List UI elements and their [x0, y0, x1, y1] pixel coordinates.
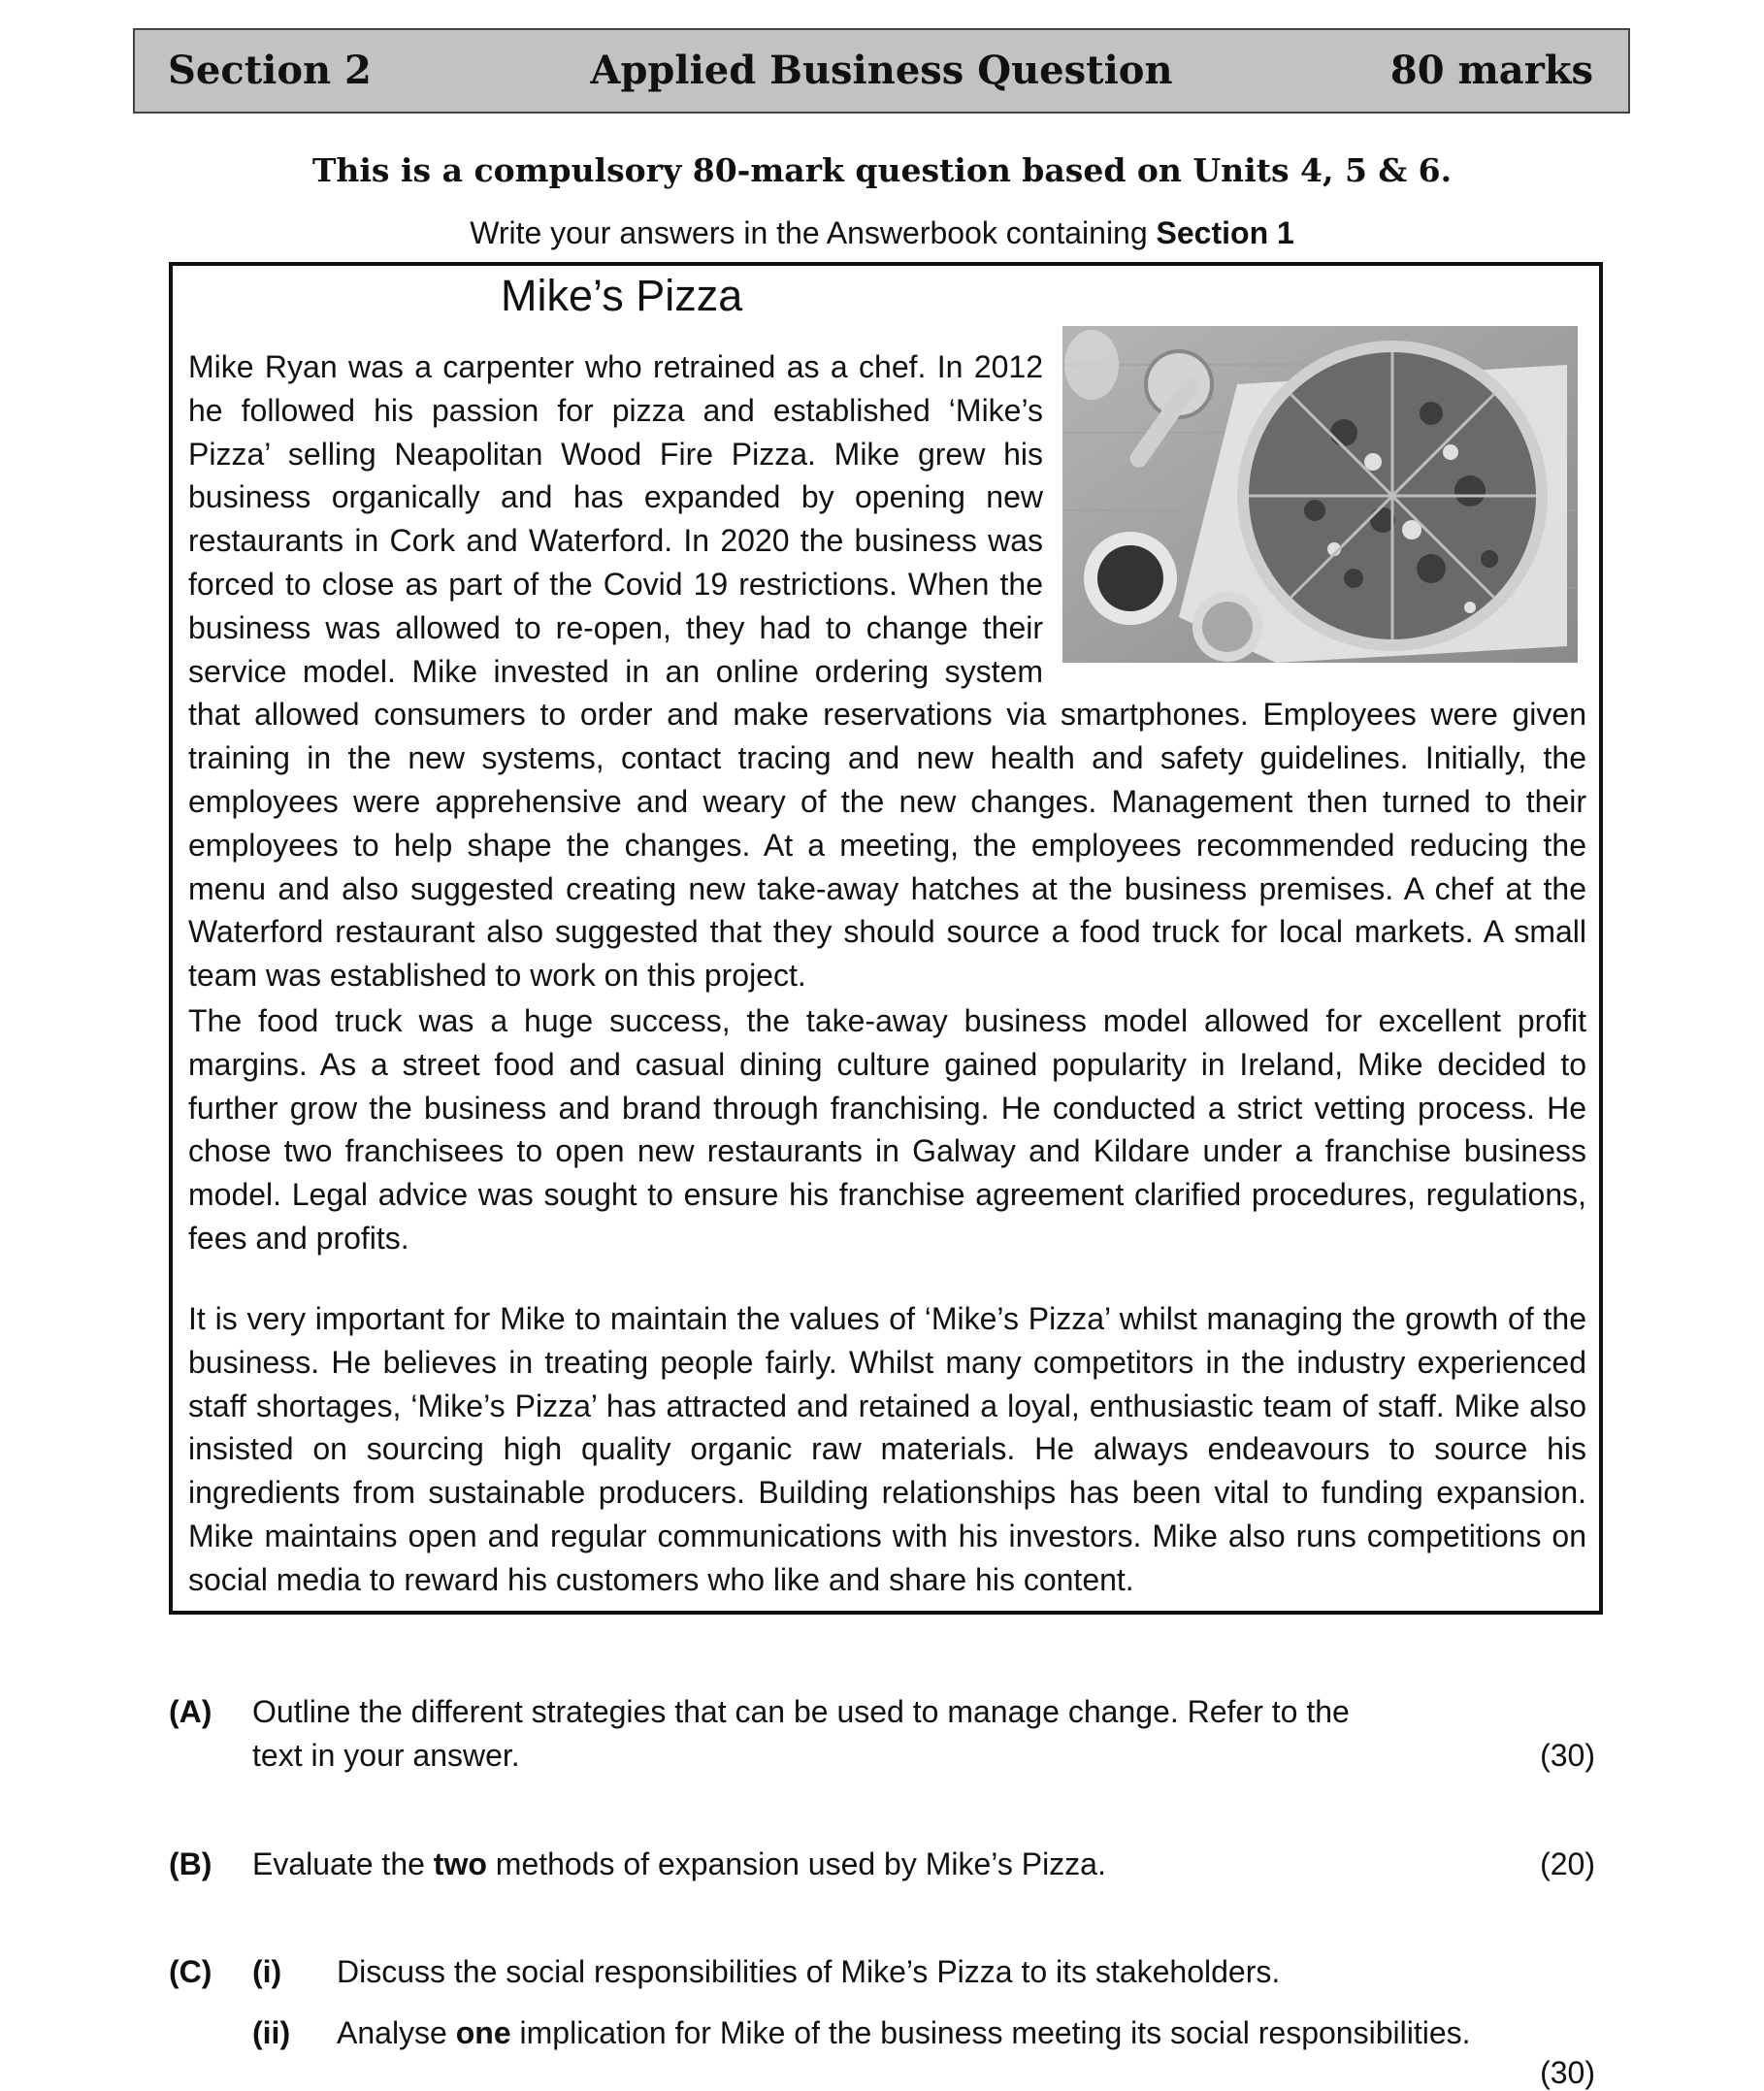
question-a-line2: text in your answer.: [252, 1738, 520, 1773]
case-paragraph-3: It is very important for Mike to maintain the values of ‘Mike’s Pizza’ whilst managing the growth of the business. He believes in treating people fairly. Whilst many competitors in the industry experienced staff shortages, ‘Mike’s Pizza’ has attracted and retained a loyal, enthusiastic team of staff. Mike also insisted on sourcing high quality organic raw materials. He always endeavours to source his ingredients from sustainable producers. Building relationships has been vital to funding expansion. Mike maintains open and regular communications with his investors. Mike also runs competitions on social media to reward his customers who like and share his content.: [188, 1301, 1586, 1597]
case-paragraph-2: The food truck was a huge success, the take-away business model allowed for excellent profit margins. As a street food and casual dining culture gained popularity in Ireland, Mike decided to further grow the business and brand through franchising. He conducted a strict vetting process. He chose two franchisees to open new restaurants in Galway and Kildare under a franchise business model. Legal advice was sought to ensure his franchise agreement clarified procedures, regulations, fees and profits.: [188, 1003, 1586, 1256]
question-c-ii-label: (ii): [252, 2015, 291, 2050]
section-marks: 80 marks: [1389, 48, 1593, 93]
section-title: Applied Business Question: [590, 48, 1173, 93]
question-c-i-label: (i): [252, 1954, 282, 1989]
photo-spacer: [1043, 345, 1586, 689]
paragraph-1-text: Mike Ryan was a carpenter who retrained as a chef. In 2012 he followed his passion for pizza and established ‘Mike’s Pizza’ selling Neapolitan Wood Fire Pizza. Mike grew his business organically and has expanded by opening new restaurants in Cork and Waterford. In 2020 the business was forced to close as part of the Covid 19 restrictions. When the business was allowed to re-open, they had to change their service model. Mike invested in an online ordering system that allowed consumers to order and make reservations via smartphones. Employees were given training in the new systems, contact tracing and new health and safety guidelines. Initially, the employees were apprehensive and weary of the new changes. Management then turned to their employees to help shape the changes. At a meeting, the employees recommended reducing the menu and also suggested creating new take-away hatches at the business premises. A chef at the Waterford restaurant also suggested that they should source a food truck for local markets. A small team was established to work on this project.: [188, 349, 1586, 994]
question-b-marks: (20): [1540, 1846, 1595, 1881]
question-a-marks: (30): [1540, 1738, 1595, 1773]
question-a-line1: Outline the different strategies that can be used to manage change. Refer to the: [252, 1694, 1350, 1729]
instruction-bold: Section 1: [1156, 215, 1294, 250]
question-c-marks: (30): [1540, 2055, 1595, 2090]
instruction-text: Write your answers in the Answerbook containing: [470, 215, 1157, 250]
compulsory-note: This is a compulsory 80-mark question based on Units 4, 5 & 6.: [311, 151, 1453, 189]
case-title: Mike’s Pizza: [501, 271, 743, 320]
case-study-box: [169, 262, 1603, 1615]
question-c-label: (C): [169, 1954, 212, 1989]
question-c-i-text: Discuss the social responsibilities of Mike’s Pizza to its stakeholders.: [337, 1954, 1281, 1989]
section-header: [133, 28, 1630, 114]
case-paragraph-1: [188, 345, 1586, 997]
question-b-label: (B): [169, 1846, 212, 1881]
question-c-ii-text: Analyse one implication for Mike of the business meeting its social responsibilities.: [337, 2015, 1471, 2050]
section-number: Section 2: [168, 48, 372, 93]
answerbook-instruction: [0, 215, 1764, 251]
question-b-text: Evaluate the two methods of expansion used by Mike’s Pizza.: [252, 1846, 1106, 1881]
question-a-label: (A): [169, 1694, 212, 1729]
